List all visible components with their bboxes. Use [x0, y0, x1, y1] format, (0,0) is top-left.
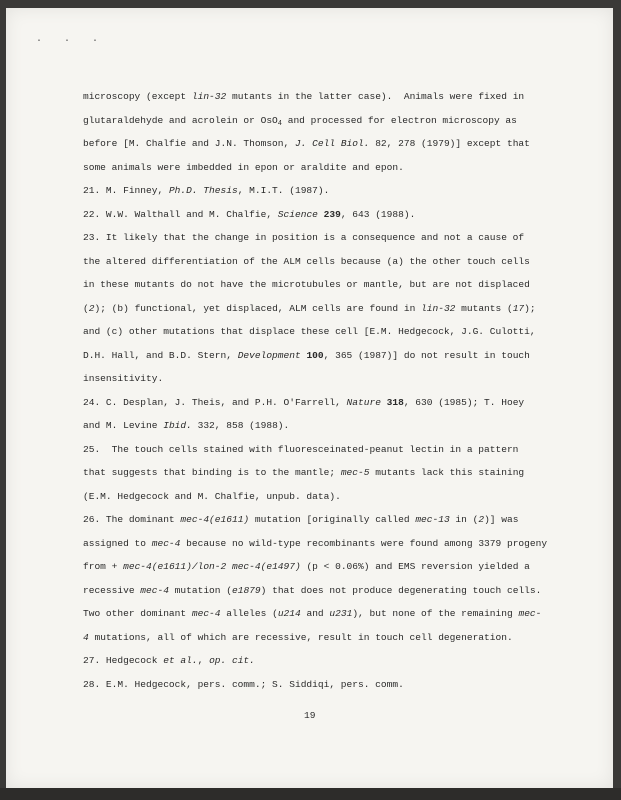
text-line	[83, 579, 563, 603]
text-segment: and (c) other mutations that displace these cell [E.M. Hedgecock, J.G. Culotti,	[83, 326, 536, 337]
text-segment: insensitivity.	[83, 373, 164, 384]
text-line	[83, 649, 563, 673]
text-segment: 24. C. Desplan, J. Theis, and P.H. O'Farrell,	[83, 396, 347, 408]
text-line	[83, 461, 563, 485]
text-segment: mutants in the latter case). Animals were fixed in	[226, 91, 525, 102]
text-segment: that suggests that binding is to the mantle;	[83, 467, 341, 478]
text-segment: D.H. Hall, and B.D. Stern,	[83, 349, 238, 361]
italic-text: Development	[237, 349, 301, 361]
italic-text: mec-4	[151, 537, 181, 549]
text-segment: 27. Hedgecock	[83, 655, 164, 666]
text-line	[83, 391, 563, 415]
text-segment: 23. It likely that the change in position is a consequence and not a cause of	[83, 232, 525, 243]
text-segment: ), but none of the remaining	[352, 608, 519, 619]
text-line	[83, 508, 563, 532]
text-segment: 26. The dominant	[83, 514, 181, 525]
text-line	[83, 367, 563, 391]
text-line	[83, 320, 563, 344]
italic-text: 2	[478, 514, 485, 525]
italic-text: lin-32	[421, 302, 456, 314]
text-segment: microscopy (except	[83, 91, 192, 102]
text-segment: 332, 858 (1988).	[191, 420, 290, 431]
text-segment: before [M. Chalfie and J.N. Thomson,	[83, 138, 295, 149]
text-segment: and processed for electron microscopy as	[282, 114, 517, 126]
text-segment: (p < 0.06%) and EMS reversion yielded a	[300, 561, 530, 572]
text-segment: 82, 278 (1979)] except that	[369, 138, 530, 149]
text-line	[83, 250, 563, 274]
text-segment: mutants (	[455, 302, 513, 314]
text-line	[83, 132, 563, 156]
text-segment: mutation [originally called	[249, 514, 416, 525]
text-segment: (	[83, 302, 89, 314]
italic-text: u214	[277, 608, 301, 619]
references-text	[83, 85, 563, 696]
italic-text: mec-13	[415, 514, 450, 525]
subscript-text: 4	[277, 119, 282, 128]
text-segment: , 365 (1987)] do not result in touch	[323, 349, 530, 361]
text-segment: and	[300, 608, 330, 619]
text-line	[83, 438, 563, 462]
text-segment: , 643 (1988).	[340, 208, 416, 220]
text-line	[83, 673, 563, 697]
bold-text: 100	[306, 349, 324, 361]
italic-text: mec-	[518, 608, 542, 619]
italic-text: mec-4(e1611)/lon-2 mec-4(e1497)	[123, 561, 301, 572]
text-line	[83, 273, 563, 297]
italic-text: mec-4	[140, 584, 169, 596]
italic-text: Ph.D. Thesis	[168, 185, 238, 196]
italic-text: mec-4	[191, 608, 221, 619]
italic-text: Science	[277, 208, 318, 220]
text-segment: in (	[449, 514, 479, 525]
text-line	[83, 85, 563, 109]
italic-text: u231	[329, 608, 353, 619]
text-segment: some animals were imbedded in epon or araldite and epon.	[83, 161, 404, 173]
text-segment: , 630 (1985); T. Hoey	[403, 396, 525, 408]
italic-text: lin-32	[191, 91, 227, 102]
text-line	[83, 602, 563, 626]
text-segment: (E.M. Hedgecock and M. Chalfie, unpub. data).	[83, 490, 341, 502]
text-line	[83, 485, 563, 509]
scan-specks: · · ·	[36, 36, 107, 47]
text-line	[83, 156, 563, 180]
text-segment: ); (b) functional, yet displaced, ALM cells are found in	[94, 302, 422, 314]
text-segment: the altered differentiation of the ALM cells because (a) the other touch cells	[83, 255, 530, 267]
scan-edge	[0, 788, 621, 800]
text-line	[83, 344, 563, 368]
text-segment: ) that does not produce degenerating touch cells.	[260, 584, 542, 596]
text-segment: recessive	[83, 584, 141, 596]
text-segment: because no wild-type recombinants were found among 3379 progeny	[180, 537, 548, 549]
bold-text: 318	[386, 396, 404, 408]
italic-text: op. cit.	[209, 655, 255, 666]
italic-text: e1879	[231, 584, 261, 596]
text-segment: 28. E.M. Hedgecock, pers. comm.; S. Siddiqi, pers. comm.	[83, 678, 404, 690]
italic-text: Nature	[346, 396, 381, 408]
italic-text: 4	[83, 631, 89, 643]
text-line	[83, 226, 563, 250]
text-segment: alleles (	[220, 608, 278, 619]
page-number: 19	[304, 710, 316, 721]
italic-text: J. Cell Biol.	[294, 138, 370, 149]
italic-text: 2	[88, 302, 95, 314]
text-line	[83, 109, 563, 133]
text-segment: glutaraldehyde and acrolein or OsO	[83, 114, 278, 126]
text-segment: 22. W.W. Walthall and M. Chalfie,	[83, 208, 278, 220]
bold-text: 239	[323, 208, 341, 220]
text-line	[83, 203, 563, 227]
text-segment: mutations, all of which are recessive, result in touch cell degeneration.	[88, 631, 513, 643]
document-page	[6, 8, 613, 788]
text-line	[83, 179, 563, 203]
text-segment: 25. The touch cells stained with fluoresceinated-peanut lectin in a pattern	[83, 443, 519, 455]
text-segment: , M.I.T. (1987).	[237, 185, 330, 196]
text-line	[83, 532, 563, 556]
text-line	[83, 414, 563, 438]
italic-text: mec-5	[340, 467, 370, 478]
italic-text: mec-4(e1611)	[180, 514, 250, 525]
text-segment: mutation (	[168, 584, 232, 596]
text-line	[83, 626, 563, 650]
italic-text: et al.	[163, 655, 198, 666]
text-segment: assigned to	[83, 537, 152, 549]
text-segment: 21. M. Finney,	[83, 185, 169, 196]
text-segment: from +	[83, 561, 124, 572]
text-segment: mutants lack this staining	[369, 467, 525, 478]
text-line	[83, 297, 563, 321]
text-segment: ,	[197, 655, 210, 666]
text-segment: Two other dominant	[83, 608, 192, 619]
text-segment: );	[524, 302, 536, 314]
text-segment: )] was	[484, 514, 519, 525]
text-segment: and M. Levine	[83, 420, 164, 431]
italic-text: Ibid.	[163, 420, 192, 431]
text-line	[83, 555, 563, 579]
text-segment: in these mutants do not have the microtubules or mantle, but are not displaced	[83, 279, 530, 290]
italic-text: 17	[512, 302, 525, 314]
